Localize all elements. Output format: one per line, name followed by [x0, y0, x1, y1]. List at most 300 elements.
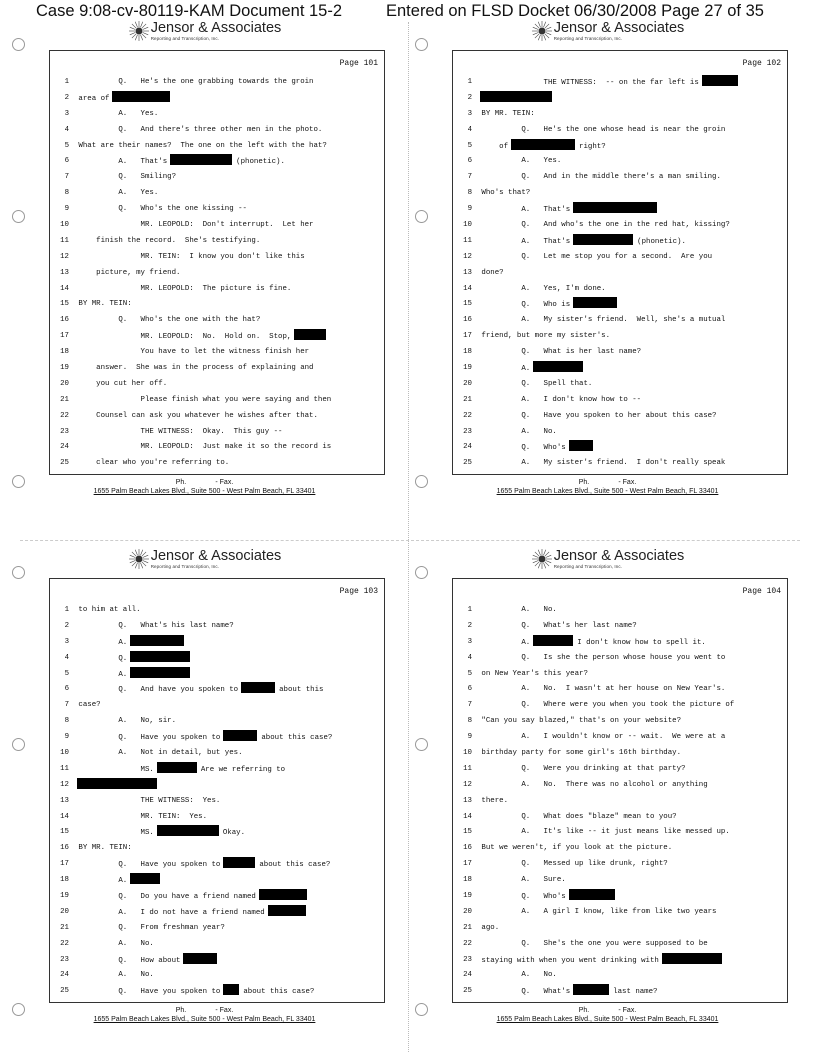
line-number: 15 [463, 300, 472, 309]
transcript-line [50, 619, 384, 635]
line-number: 5 [467, 669, 472, 678]
transcript-line [453, 794, 787, 810]
line-number: 17 [463, 332, 472, 341]
line-number: 17 [60, 332, 69, 341]
line-text: Q. And in the middle there's a man smiling. [477, 173, 721, 182]
line-number: 24 [60, 971, 69, 980]
line-text: A. I do not have a friend named [74, 908, 265, 917]
transcript-line [453, 297, 787, 313]
line-number: 2 [64, 93, 69, 102]
transcript-line [453, 921, 787, 937]
redaction-bar [480, 91, 552, 102]
redaction-bar [569, 440, 593, 451]
office-address: 1655 Palm Beach Lakes Blvd., Suite 500 - West Palm Beach, FL 33401 [93, 488, 316, 495]
redaction-bar [157, 825, 219, 836]
redaction-bar [130, 667, 190, 678]
line-text: MR. LEOPOLD: Just make it so the record is [74, 443, 332, 452]
transcript-line [453, 937, 787, 953]
transcript-line [453, 361, 787, 377]
line-number: 21 [463, 395, 472, 404]
line-number: 13 [463, 268, 472, 277]
line-text: MS. [74, 765, 154, 774]
transcript-line [50, 139, 384, 155]
line-text: Q. [74, 654, 128, 663]
transcript-line [50, 762, 384, 778]
line-number: 5 [467, 141, 472, 150]
line-text: A. Sure. [477, 876, 566, 885]
line-text: Q. Who is [477, 301, 571, 310]
line-number: 23 [463, 427, 472, 436]
line-text: Q. Let me stop you for a second. Are you [477, 252, 713, 261]
line-number: 8 [64, 189, 69, 198]
transcript-line [50, 345, 384, 361]
transcript-line [50, 282, 384, 298]
transcript-line [453, 619, 787, 635]
line-text: A. My sister's friend. I don't really speak [477, 459, 726, 468]
line-number: 6 [467, 157, 472, 166]
line-text: BY MR. TEIN: [74, 844, 132, 853]
line-text: A. No. [477, 427, 557, 436]
line-text: Q. What's his last name? [74, 621, 234, 630]
line-text: Please finish what you were saying and then [74, 395, 332, 404]
line-number: 11 [60, 764, 69, 773]
line-number: 7 [64, 701, 69, 710]
line-number: 13 [463, 796, 472, 805]
line-number: 20 [60, 907, 69, 916]
logo-name: Jensor & Associates [150, 548, 282, 564]
punch-hole [415, 210, 428, 223]
reporter-footer [12, 1006, 397, 1024]
line-text: Q. He's the one grabbing towards the groin [74, 78, 314, 86]
phone-fax: Ph. - Fax. [175, 1007, 234, 1014]
transcript-box [452, 50, 788, 475]
phone-fax: Ph. - Fax. [175, 479, 234, 486]
line-text: Q. She's the one you were supposed to be [477, 939, 708, 948]
sunburst-logo-icon [128, 548, 150, 570]
case-caption: Case 9:08-cv-80119-KAM Document 15-2 [36, 2, 343, 20]
transcript-line [50, 778, 384, 794]
line-number: 8 [467, 717, 472, 726]
line-number: 18 [60, 876, 69, 885]
transcript-line [453, 714, 787, 730]
line-text: A. No. [74, 939, 154, 948]
line-number: 4 [64, 125, 69, 134]
line-text: A. No. [74, 971, 154, 980]
redaction-bar [259, 889, 307, 900]
line-number: 18 [463, 876, 472, 885]
line-text: Who's that? [477, 189, 531, 198]
line-text: there. [477, 796, 509, 805]
line-text: answer. She was in the process of explaining and [74, 364, 314, 373]
line-text: A. [477, 638, 531, 647]
line-text: Q. What's her last name? [477, 621, 637, 630]
reporter-logo [415, 20, 800, 48]
line-text: Q. Messed up like drunk, right? [477, 860, 668, 869]
line-text: "Can you say blazed," that's on your website? [477, 717, 682, 726]
page-number: Page 102 [742, 59, 781, 68]
line-number: 19 [60, 892, 69, 901]
transcript-line [50, 91, 384, 107]
line-number: 11 [463, 764, 472, 773]
transcript-line [453, 234, 787, 250]
line-text: A. [74, 877, 128, 886]
logo-name: Jensor & Associates [553, 548, 685, 564]
line-text: on New Year's this year? [477, 669, 588, 678]
transcript-line [453, 698, 787, 714]
line-number: 15 [60, 300, 69, 309]
reporter-footer [415, 1006, 800, 1024]
line-number: 10 [60, 749, 69, 758]
line-number: 22 [463, 411, 472, 420]
redaction-bar [223, 984, 239, 995]
redaction-bar [223, 857, 255, 868]
punch-hole [415, 738, 428, 751]
line-number: 25 [60, 987, 69, 996]
transcript-box [452, 578, 788, 1003]
transcript-line [453, 377, 787, 393]
redaction-bar [573, 984, 609, 995]
line-number: 3 [64, 109, 69, 118]
transcript-line [453, 746, 787, 762]
line-number: 22 [463, 939, 472, 948]
line-text: A. No, sir. [74, 717, 177, 726]
line-text: You have to let the witness finish her [74, 348, 310, 357]
line-number: 22 [60, 411, 69, 420]
line-text-continued: last name? [613, 988, 658, 997]
transcript-page [415, 20, 800, 510]
transcript-line [453, 313, 787, 329]
line-text: Q. From freshman year? [74, 923, 225, 932]
line-number: 2 [467, 621, 472, 630]
transcript-line [50, 329, 384, 345]
line-text: Q. And who's the one in the red hat, kissing? [477, 221, 730, 230]
transcript-line [50, 393, 384, 409]
page-number: Page 101 [339, 59, 378, 68]
line-text: A. That's [477, 237, 571, 246]
line-number: 11 [463, 236, 472, 245]
sunburst-logo-icon [128, 20, 150, 42]
vertical-divider [408, 22, 409, 1052]
redaction-bar [533, 635, 573, 646]
line-text: A. No. There was no alcohol or anything [477, 780, 708, 789]
redaction-bar [170, 154, 232, 165]
line-text: Q. Have you spoken to [74, 734, 221, 743]
line-text: Q. Do you have a friend named [74, 893, 256, 902]
redaction-bar [157, 762, 197, 773]
line-number: 14 [60, 812, 69, 821]
line-number: 10 [60, 221, 69, 230]
line-text: Counsel can ask you whatever he wishes after that. [74, 411, 318, 420]
transcript-line [453, 440, 787, 456]
line-text: MR. LEOPOLD: No. Hold on. Stop, [74, 333, 292, 342]
line-number: 3 [467, 637, 472, 646]
line-text-continued: Are we referring to [200, 765, 286, 774]
line-text: MS. [74, 829, 154, 838]
transcript-lines [50, 603, 384, 1000]
sunburst-logo-icon [531, 20, 553, 42]
line-text: THE WITNESS: Yes. [74, 796, 221, 805]
line-number: 24 [463, 443, 472, 452]
transcript-line [50, 714, 384, 730]
line-number: 17 [463, 860, 472, 869]
transcript-line [50, 154, 384, 170]
transcript-line [453, 250, 787, 266]
transcript-line [50, 377, 384, 393]
line-number: 24 [60, 443, 69, 452]
line-text: A. Yes. [74, 109, 159, 118]
line-text-continued: about this case? [259, 861, 331, 870]
transcript-line [453, 953, 787, 969]
transcript-line [453, 107, 787, 123]
line-number: 1 [64, 78, 69, 86]
transcript-line [453, 635, 787, 651]
redaction-bar [511, 139, 575, 150]
line-number: 13 [60, 268, 69, 277]
line-text: What are their names? The one on the left with the hat? [74, 141, 327, 150]
transcript-line [453, 218, 787, 234]
line-number: 4 [467, 653, 472, 662]
line-number: 1 [467, 78, 472, 86]
sunburst-logo-icon [531, 548, 553, 570]
transcript-line [50, 937, 384, 953]
line-number: 19 [463, 892, 472, 901]
docket-caption: Entered on FLSD Docket 06/30/2008 Page 27 of 35 [386, 2, 764, 20]
transcript-line [453, 202, 787, 218]
line-text: A. That's [477, 206, 571, 215]
line-text: clear who you're referring to. [74, 459, 230, 468]
transcript-line [453, 425, 787, 441]
transcript-line [50, 857, 384, 873]
transcript-line [453, 123, 787, 139]
transcript-line [453, 170, 787, 186]
line-number: 16 [60, 316, 69, 325]
transcript-line [453, 139, 787, 155]
line-text: A. No. [477, 606, 557, 614]
line-number: 2 [467, 93, 472, 102]
line-number: 6 [64, 157, 69, 166]
line-text: staying with when you went drinking with [477, 956, 659, 965]
line-number: 6 [64, 685, 69, 694]
punch-hole [415, 566, 428, 579]
line-number: 11 [60, 236, 69, 245]
logo-subtitle: Reporting and Transcription, Inc. [150, 564, 220, 569]
line-number: 20 [463, 907, 472, 916]
line-text: Q. Where were you when you took the picture of [477, 701, 735, 710]
page-number: Page 104 [742, 587, 781, 596]
line-text: Q. Have you spoken to her about this case? [477, 411, 717, 420]
redaction-bar [130, 635, 184, 646]
line-number: 25 [60, 459, 69, 468]
line-number: 9 [64, 205, 69, 214]
transcript-line [453, 667, 787, 683]
logo-subtitle: Reporting and Transcription, Inc. [553, 564, 623, 569]
transcript-line [453, 651, 787, 667]
line-text: case? [74, 701, 101, 710]
transcript-line [50, 75, 384, 91]
line-text: MR. LEOPOLD: Don't interrupt. Let her [74, 221, 314, 230]
line-text: A. No. [477, 971, 557, 980]
line-number: 12 [60, 252, 69, 261]
transcript-line [50, 297, 384, 313]
line-text: A. Yes, I'm done. [477, 284, 606, 293]
line-text: Q. What does "blaze" mean to you? [477, 812, 677, 821]
transcript-line [453, 841, 787, 857]
line-number: 21 [463, 923, 472, 932]
line-text: A. I don't know how to -- [477, 395, 642, 404]
phone-fax: Ph. - Fax. [578, 1007, 637, 1014]
line-number: 12 [60, 780, 69, 789]
line-text-continued: (phonetic). [236, 158, 285, 167]
reporter-logo [415, 548, 800, 576]
line-number: 9 [64, 733, 69, 742]
transcript-line [50, 953, 384, 969]
transcript-line [453, 889, 787, 905]
line-number: 4 [64, 653, 69, 662]
reporter-footer [415, 478, 800, 496]
redaction-bar [112, 91, 170, 102]
punch-hole [12, 566, 25, 579]
line-number: 12 [463, 780, 472, 789]
line-number: 22 [60, 939, 69, 948]
line-number: 19 [463, 364, 472, 373]
line-text: Q. Is she the person whose house you went to [477, 653, 726, 662]
transcript-line [453, 266, 787, 282]
line-text: BY MR. TEIN: [477, 109, 535, 118]
line-text: Q. And have you spoken to [74, 686, 239, 695]
transcript-line [50, 667, 384, 683]
transcript-line [453, 393, 787, 409]
redaction-bar [294, 329, 326, 340]
line-number: 6 [467, 685, 472, 694]
transcript-line [453, 968, 787, 984]
line-text: A. [74, 638, 128, 647]
line-number: 17 [60, 860, 69, 869]
line-number: 10 [463, 749, 472, 758]
line-text: Q. How about [74, 956, 181, 965]
line-text: Q. Who's [477, 893, 566, 902]
line-number: 16 [463, 844, 472, 853]
line-text: A. My sister's friend. Well, she's a mutual [477, 316, 726, 325]
line-text: MR. TEIN: Yes. [74, 812, 208, 821]
line-number: 4 [467, 125, 472, 134]
line-text-continued: I don't know how to spell it. [577, 638, 706, 647]
logo-name: Jensor & Associates [553, 20, 685, 36]
transcript-line [50, 234, 384, 250]
line-text: finish the record. She's testifying. [74, 236, 261, 245]
line-text-continued: Okay. [222, 829, 246, 838]
line-number: 24 [463, 971, 472, 980]
transcript-line [50, 841, 384, 857]
line-text: Q. What's [477, 988, 571, 997]
line-number: 14 [463, 812, 472, 821]
line-text-continued: about this case? [243, 988, 315, 997]
transcript-line [50, 218, 384, 234]
line-number: 18 [60, 348, 69, 357]
transcript-line [453, 762, 787, 778]
reporter-logo [12, 548, 397, 576]
line-number: 15 [60, 828, 69, 837]
line-text: A. A girl I know, like from like two years [477, 907, 717, 916]
logo-subtitle: Reporting and Transcription, Inc. [150, 36, 220, 41]
document-header [36, 2, 816, 22]
transcript-line [50, 635, 384, 651]
redaction-bar [662, 953, 722, 964]
redaction-bar [223, 730, 257, 741]
office-address: 1655 Palm Beach Lakes Blvd., Suite 500 - West Palm Beach, FL 33401 [496, 488, 719, 495]
line-number: 16 [463, 316, 472, 325]
redaction-bar [573, 297, 617, 308]
line-number: 5 [64, 141, 69, 150]
line-number: 9 [467, 205, 472, 214]
line-number: 14 [463, 284, 472, 293]
line-text: Q. He's the one whose head is near the groin [477, 125, 726, 134]
transcript-line [453, 825, 787, 841]
line-number: 16 [60, 844, 69, 853]
redaction-bar [130, 651, 190, 662]
line-number: 7 [467, 701, 472, 710]
line-text: Q. And there's three other men in the photo. [74, 125, 323, 134]
line-text: A. I wouldn't know or -- wait. We were at a [477, 733, 726, 742]
line-text: A. [477, 365, 531, 374]
transcript-line [453, 730, 787, 746]
transcript-line [50, 603, 384, 619]
transcript-line [453, 456, 787, 472]
transcript-line [50, 361, 384, 377]
line-text: done? [477, 268, 504, 277]
line-number: 23 [60, 955, 69, 964]
line-number: 18 [463, 348, 472, 357]
line-number: 10 [463, 221, 472, 230]
transcript-line [50, 873, 384, 889]
transcript-line [50, 905, 384, 921]
line-number: 13 [60, 796, 69, 805]
transcript-line [50, 682, 384, 698]
transcript-line [453, 778, 787, 794]
line-text: Q. Who's [477, 444, 566, 453]
redaction-bar [569, 889, 615, 900]
line-number: 3 [467, 109, 472, 118]
redaction-bar [268, 905, 306, 916]
line-text: Q. Who's the one kissing -- [74, 205, 247, 214]
line-number: 9 [467, 733, 472, 742]
transcript-page [12, 548, 397, 1038]
line-text: A. That's [74, 158, 168, 167]
line-number: 12 [463, 252, 472, 261]
line-text: A. [74, 670, 128, 679]
transcript-line [453, 282, 787, 298]
transcript-line [453, 857, 787, 873]
transcript-lines [453, 75, 787, 472]
transcript-line [50, 107, 384, 123]
transcript-line [50, 202, 384, 218]
transcript-line [453, 154, 787, 170]
line-text: area of [74, 94, 110, 103]
transcript-line [50, 250, 384, 266]
logo-subtitle: Reporting and Transcription, Inc. [553, 36, 623, 41]
transcript-page [415, 548, 800, 1038]
line-text: you cut her off. [74, 379, 168, 388]
line-text: A. Yes. [74, 189, 159, 198]
redaction-bar [241, 682, 275, 693]
transcript-box [49, 578, 385, 1003]
transcript-line [50, 825, 384, 841]
line-text-continued: about this [279, 686, 324, 695]
line-text: THE WITNESS: Okay. This guy -- [74, 427, 283, 436]
line-text: A. No. I wasn't at her house on New Year's. [477, 685, 726, 694]
line-number: 21 [60, 923, 69, 932]
line-text: MR. LEOPOLD: The picture is fine. [74, 284, 292, 293]
transcript-line [50, 409, 384, 425]
